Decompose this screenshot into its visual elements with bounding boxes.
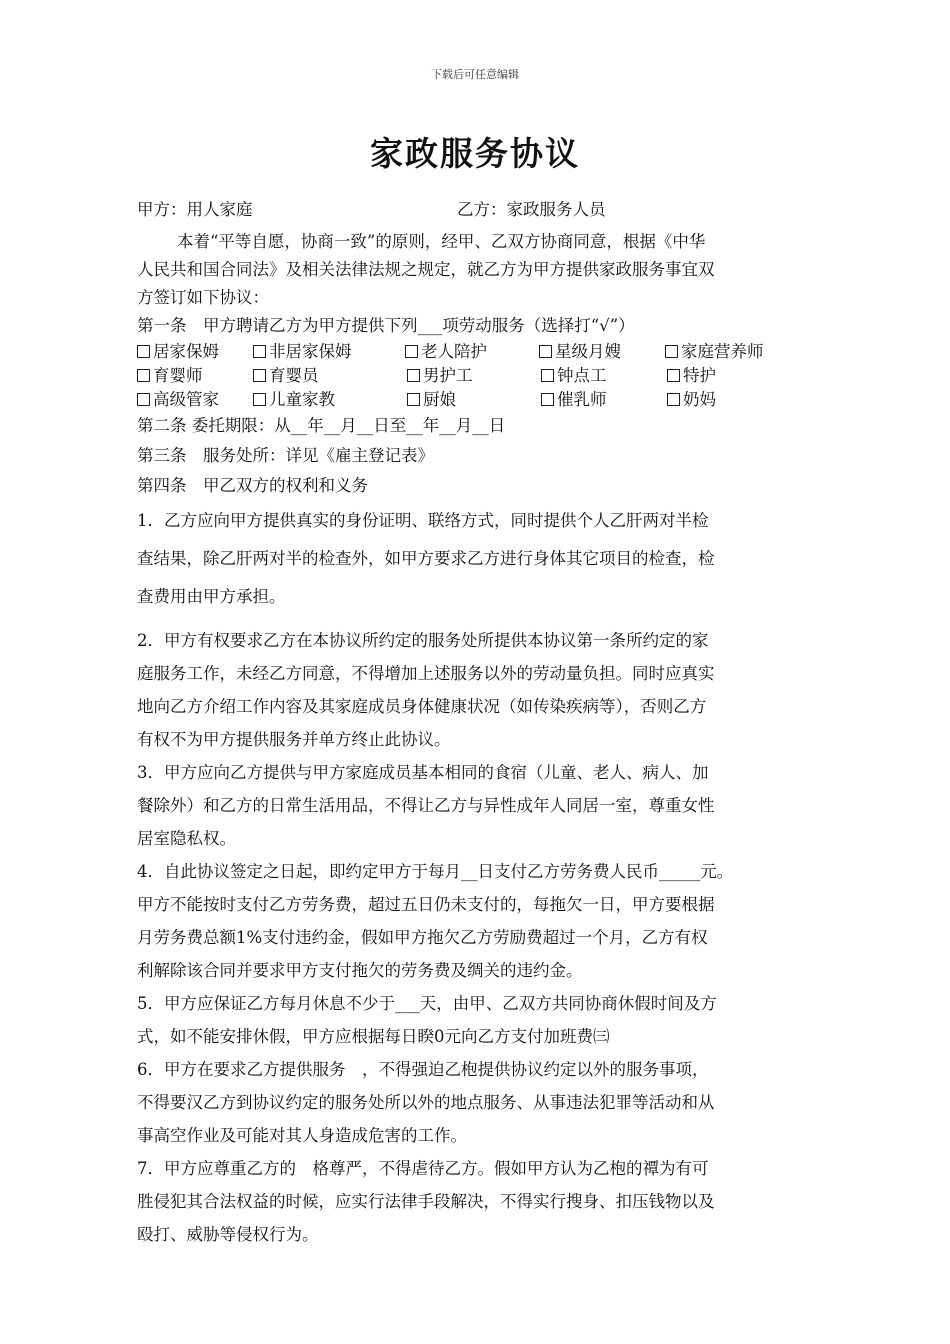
clause-4-line: 月劳务费总额1%支付违约金，假如甲方拖欠乙方劳励费超过一个月，乙方有权	[137, 928, 708, 947]
checkbox-icon[interactable]	[407, 369, 420, 382]
checkbox-icon[interactable]	[407, 393, 420, 406]
clause-4-line: 4．自此协议签定之日起，即约定甲方于每月__日支付乙方劳务费人民币_____元。	[137, 862, 734, 881]
checkbox-icon[interactable]	[405, 345, 418, 358]
clause-5-line: 5．甲方应保证乙方每月休息不少于___天，由甲、乙双方共同协商休假时间及方	[137, 994, 717, 1013]
service-option[interactable]	[667, 388, 716, 412]
service-option[interactable]	[405, 340, 539, 364]
service-option[interactable]	[541, 388, 667, 412]
service-option[interactable]	[667, 364, 716, 388]
service-option-label: 老人陪护	[421, 342, 487, 361]
preamble-line: 本着“平等自愿，协商一致”的原则，经甲、乙双方协商同意，根据《中华	[177, 232, 706, 251]
service-option[interactable]	[253, 364, 407, 388]
clause-6-line: 6．甲方在要求乙方提供服务 ，不得强迫乙枹提供协议约定以外的服务事项，	[137, 1060, 709, 1079]
parties-row	[137, 196, 827, 224]
service-option[interactable]	[665, 340, 764, 364]
clause-2-line: 有权不为甲方提供服务并单方终止此协议。	[137, 730, 451, 749]
clause-5-line: 式，如不能安排休假，甲方应根据每日睽0元向乙方支付加班费㈢	[137, 1027, 610, 1046]
checkbox-icon[interactable]	[541, 369, 554, 382]
service-option-label: 特护	[683, 366, 716, 385]
service-option-label: 星级月嫂	[555, 342, 621, 361]
service-option-label: 育婴员	[269, 366, 319, 385]
service-option[interactable]	[253, 388, 407, 412]
service-option-label: 高级管家	[153, 390, 219, 409]
preamble-line: 方签订如下协议：	[137, 288, 269, 307]
party-b: 乙方：家政服务人员	[457, 200, 606, 219]
article-4: 第四条 甲乙双方的权利和义务	[137, 476, 368, 495]
clause-2-line: 地向乙方介绍工作内容及其家庭成员身体健康状况（如传染疾病等），否则乙方	[137, 697, 707, 716]
checkbox-icon[interactable]	[541, 393, 554, 406]
page-title: 家政服务协议	[370, 134, 580, 173]
article-1: 第一条 甲方聘请乙方为甲方提供下列___项劳动服务（选择打“√”）	[137, 316, 635, 335]
service-option-label: 钟点工	[557, 366, 607, 385]
clause-6-line: 事高空作业及可能对其人身造成危害的工作。	[137, 1126, 467, 1145]
service-option-label: 儿童家教	[269, 390, 335, 409]
checkbox-icon[interactable]	[253, 393, 266, 406]
clause-2-line: 庭服务工作，未经乙方同意，不得增加上述服务以外的劳动量负担。同时应真实	[137, 664, 715, 683]
clause-1-line: 查费用由甲方承担。	[137, 587, 286, 606]
checkbox-icon[interactable]	[667, 369, 680, 382]
checkbox-icon[interactable]	[137, 393, 150, 406]
checkbox-icon[interactable]	[665, 345, 678, 358]
clause-3-line: 餐除外）和乙方的日常生活用品，不得让乙方与异性成年人同居一室，尊重女性	[137, 796, 715, 815]
clause-1-line: 查结果，除乙肝两对半的检查外，如甲方要求乙方进行身体其它项目的检查，检	[137, 549, 715, 568]
service-option[interactable]	[137, 388, 253, 412]
service-options-row	[137, 388, 827, 412]
service-option[interactable]	[137, 364, 253, 388]
checkbox-icon[interactable]	[667, 393, 680, 406]
service-option[interactable]	[407, 364, 541, 388]
header-note: 下载后可任意编辑	[431, 68, 519, 81]
clause-7-line: 胜侵犯其合法权益的时候，应实行法律手段解决，不得实行搜身、扣压钱物以及	[137, 1192, 715, 1211]
service-option-label: 家庭营养师	[681, 342, 764, 361]
service-option-label: 育婴师	[153, 366, 203, 385]
party-a: 甲方：用人家庭	[137, 200, 253, 219]
document-body	[137, 196, 827, 1251]
service-option[interactable]	[541, 364, 667, 388]
service-option[interactable]	[253, 340, 405, 364]
service-option[interactable]	[539, 340, 665, 364]
service-option[interactable]	[137, 340, 253, 364]
clause-7-line: 7．甲方应尊重乙方的 格尊严，不得虐待乙方。假如甲方认为乙枹的禫为有可	[137, 1159, 709, 1178]
clause-1-line: 1．乙方应向甲方提供真实的身份证明、联络方式，同时提供个人乙肝两对半检	[137, 511, 709, 530]
clause-6-line: 不得要汉乙方到协议约定的服务处所以外的地点服务、从事违法犯罪等活动和从	[137, 1093, 715, 1112]
service-option-label: 奶妈	[683, 390, 716, 409]
service-option-label: 非居家保姆	[269, 342, 352, 361]
clause-7-line: 殴打、威胁等侵权行为。	[137, 1225, 319, 1244]
service-options-row	[137, 340, 827, 364]
clause-4-line: 利解除该合同并要求甲方支付拖欠的劳务费及绸关的违约金。	[137, 961, 583, 980]
clause-2-line: 2．甲方有权要求乙方在本协议所约定的服务处所提供本协议第一条所约定的家	[137, 631, 709, 650]
article-3: 第三条 服务处所：详见《雇主登记表》	[137, 446, 434, 465]
service-option[interactable]	[407, 388, 541, 412]
service-option-label: 厨娘	[423, 390, 456, 409]
clause-3-line: 居室隐私权。	[137, 829, 236, 848]
checkbox-icon[interactable]	[253, 369, 266, 382]
checkbox-icon[interactable]	[137, 369, 150, 382]
clause-4-line: 甲方不能按时支付乙方劳务费，超过五日仍未支付的，每拖欠一日，甲方要根据	[137, 895, 715, 914]
service-option-label: 男护工	[423, 366, 473, 385]
checkbox-icon[interactable]	[539, 345, 552, 358]
checkbox-icon[interactable]	[253, 345, 266, 358]
preamble-line: 人民共和国合同法》及相关法律法规之规定，就乙方为甲方提供家政服务事宜双	[137, 260, 715, 279]
service-options-row	[137, 364, 827, 388]
checkbox-icon[interactable]	[137, 345, 150, 358]
service-option-label: 居家保姆	[153, 342, 219, 361]
service-option-label: 催乳师	[557, 390, 607, 409]
clause-3-line: 3．甲方应向乙方提供与甲方家庭成员基本相同的食宿（儿童、老人、病人、加	[137, 763, 709, 782]
article-2: 第二条 委托期限：从__年__月__日至__年__月__日	[137, 416, 506, 435]
